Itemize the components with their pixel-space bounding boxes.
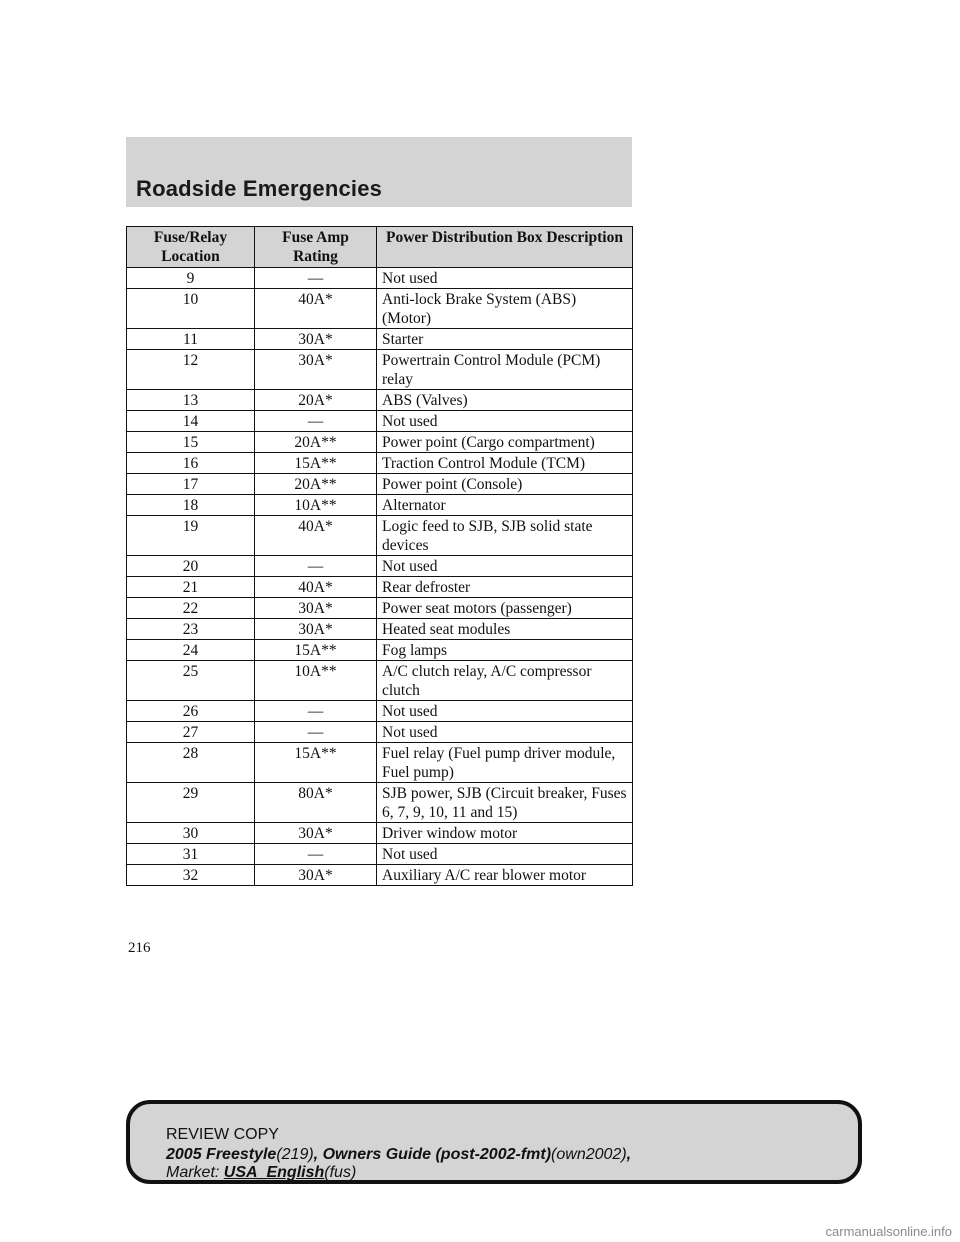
review-market-label: Market: (166, 1164, 224, 1181)
cell-location: 26 (127, 701, 255, 722)
section-title: Roadside Emergencies (136, 176, 383, 201)
cell-amp-rating: 30A* (255, 329, 377, 350)
review-guide: Owners Guide (post-2002-fmt) (322, 1146, 552, 1163)
header-description: Power Distribution Box Description (377, 227, 633, 268)
cell-amp-rating: — (255, 268, 377, 289)
cell-location: 21 (127, 577, 255, 598)
table-row (127, 516, 633, 556)
cell-amp-rating: 10A** (255, 661, 377, 701)
fuse-table (126, 226, 633, 886)
table-row (127, 598, 633, 619)
cell-location: 27 (127, 722, 255, 743)
cell-description: Logic feed to SJB, SJB solid state devices (377, 516, 633, 556)
cell-description: Not used (377, 722, 633, 743)
table-row (127, 289, 633, 329)
cell-description: Not used (377, 268, 633, 289)
table-row (127, 453, 633, 474)
table-row (127, 411, 633, 432)
cell-description: Driver window motor (377, 823, 633, 844)
table-header-row (127, 227, 633, 268)
cell-amp-rating: 15A** (255, 640, 377, 661)
cell-location: 9 (127, 268, 255, 289)
table-row (127, 865, 633, 886)
table-row (127, 556, 633, 577)
table-row (127, 268, 633, 289)
cell-amp-rating: 20A** (255, 474, 377, 495)
cell-description: Not used (377, 411, 633, 432)
cell-amp-rating: 30A* (255, 598, 377, 619)
cell-location: 25 (127, 661, 255, 701)
cell-amp-rating: 40A* (255, 289, 377, 329)
cell-amp-rating: 20A** (255, 432, 377, 453)
table-row (127, 329, 633, 350)
review-copy-label: REVIEW COPY (166, 1126, 279, 1143)
cell-location: 28 (127, 743, 255, 783)
cell-amp-rating: 10A** (255, 495, 377, 516)
cell-description: Alternator (377, 495, 633, 516)
cell-location: 22 (127, 598, 255, 619)
page-number: 216 (128, 940, 151, 956)
cell-description: Not used (377, 844, 633, 865)
review-market-line (166, 1164, 356, 1182)
cell-location: 15 (127, 432, 255, 453)
cell-amp-rating: 80A* (255, 783, 377, 823)
table-row (127, 783, 633, 823)
cell-amp-rating: 40A* (255, 577, 377, 598)
cell-description: Power point (Console) (377, 474, 633, 495)
fuse-table-body (127, 268, 633, 886)
review-market: USA_English (223, 1164, 325, 1181)
cell-amp-rating: 20A* (255, 390, 377, 411)
cell-location: 29 (127, 783, 255, 823)
review-sep-1: , (313, 1146, 323, 1163)
cell-amp-rating: 30A* (255, 823, 377, 844)
cell-location: 23 (127, 619, 255, 640)
review-sep-2: , (626, 1146, 632, 1163)
cell-location: 24 (127, 640, 255, 661)
table-row (127, 743, 633, 783)
review-market-code: (fus) (324, 1164, 357, 1181)
cell-description: SJB power, SJB (Circuit breaker, Fuses 6, 7, 9, 10, 11 and 15) (377, 783, 633, 823)
cell-location: 20 (127, 556, 255, 577)
table-row (127, 350, 633, 390)
table-row (127, 390, 633, 411)
cell-location: 11 (127, 329, 255, 350)
cell-description: Powertrain Control Module (PCM) relay (377, 350, 633, 390)
cell-amp-rating: — (255, 411, 377, 432)
cell-amp-rating: 40A* (255, 516, 377, 556)
cell-location: 14 (127, 411, 255, 432)
cell-description: Heated seat modules (377, 619, 633, 640)
cell-location: 18 (127, 495, 255, 516)
cell-location: 31 (127, 844, 255, 865)
table-row (127, 823, 633, 844)
cell-location: 13 (127, 390, 255, 411)
cell-description: Traction Control Module (TCM) (377, 453, 633, 474)
review-model-code: (219) (276, 1146, 314, 1163)
table-row (127, 432, 633, 453)
cell-amp-rating: — (255, 701, 377, 722)
cell-amp-rating: 30A* (255, 350, 377, 390)
cell-location: 10 (127, 289, 255, 329)
table-row (127, 619, 633, 640)
cell-amp-rating: 30A* (255, 865, 377, 886)
table-row (127, 577, 633, 598)
table-row (127, 495, 633, 516)
cell-description: Starter (377, 329, 633, 350)
cell-description: Fuel relay (Fuel pump driver module, Fuel pump) (377, 743, 633, 783)
cell-amp-rating: 15A** (255, 453, 377, 474)
cell-description: Not used (377, 701, 633, 722)
cell-location: 17 (127, 474, 255, 495)
cell-amp-rating: 15A** (255, 743, 377, 783)
cell-location: 16 (127, 453, 255, 474)
cell-amp-rating: — (255, 844, 377, 865)
cell-description: Power point (Cargo compartment) (377, 432, 633, 453)
header-location: Fuse/Relay Location (127, 227, 255, 268)
table-row (127, 474, 633, 495)
review-model: 2005 Freestyle (166, 1146, 277, 1163)
cell-location: 12 (127, 350, 255, 390)
cell-location: 30 (127, 823, 255, 844)
cell-location: 19 (127, 516, 255, 556)
table-row (127, 640, 633, 661)
header-amp-rating: Fuse Amp Rating (255, 227, 377, 268)
table-row (127, 844, 633, 865)
cell-description: A/C clutch relay, A/C compressor clutch (377, 661, 633, 701)
cell-amp-rating: 30A* (255, 619, 377, 640)
cell-amp-rating: — (255, 722, 377, 743)
table-row (127, 722, 633, 743)
cell-description: Fog lamps (377, 640, 633, 661)
review-guide-code: (own2002) (551, 1146, 627, 1163)
cell-description: Rear defroster (377, 577, 633, 598)
cell-description: Auxiliary A/C rear blower motor (377, 865, 633, 886)
cell-description: Anti-lock Brake System (ABS) (Motor) (377, 289, 633, 329)
cell-description: Power seat motors (passenger) (377, 598, 633, 619)
watermark: carmanualsonline.info (825, 1224, 952, 1239)
cell-description: Not used (377, 556, 633, 577)
table-row (127, 701, 633, 722)
cell-description: ABS (Valves) (377, 390, 633, 411)
cell-amp-rating: — (255, 556, 377, 577)
table-row (127, 661, 633, 701)
review-model-line (166, 1146, 631, 1164)
cell-location: 32 (127, 865, 255, 886)
